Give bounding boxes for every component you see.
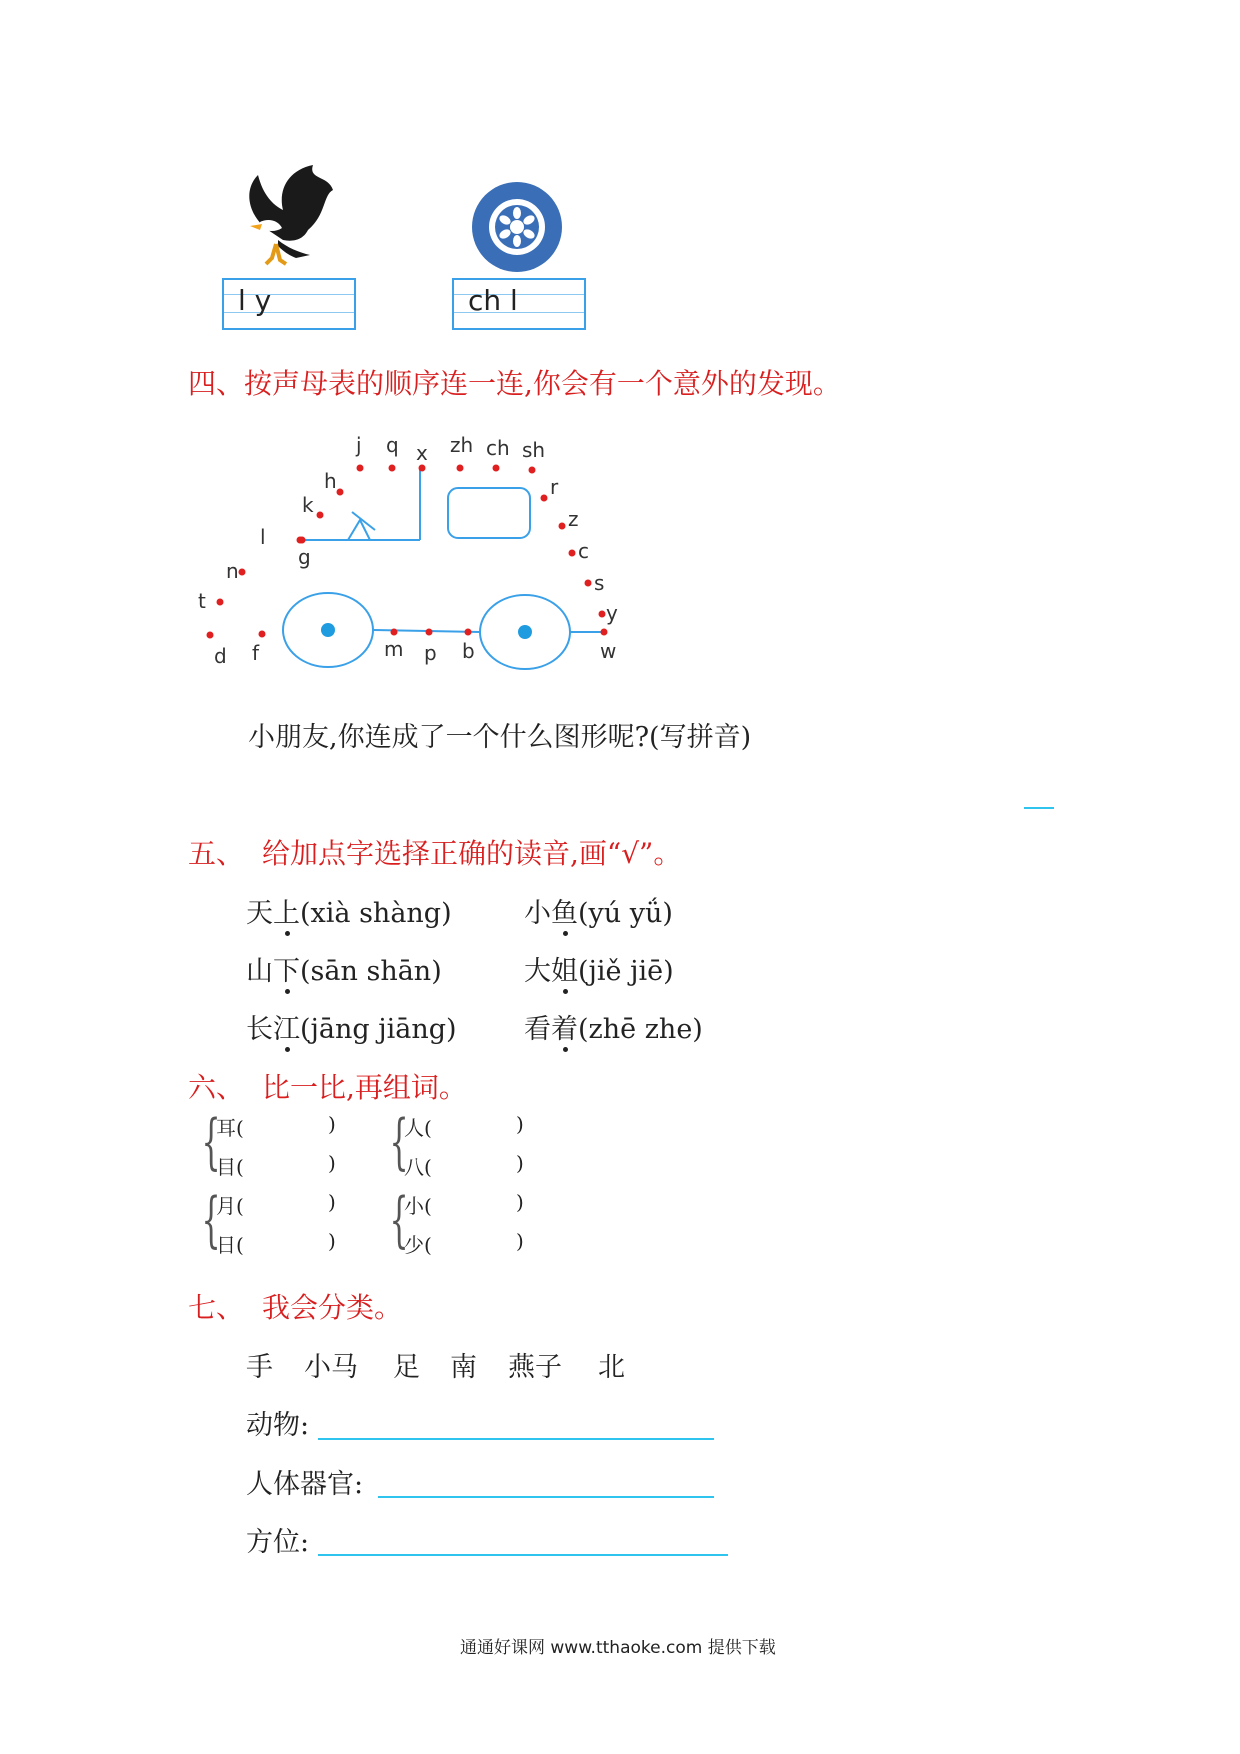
answer-line-direction[interactable]: [318, 1554, 728, 1556]
letter-sh: sh: [522, 438, 546, 462]
letter-q: q: [386, 433, 399, 457]
answer-line-animals[interactable]: [318, 1438, 714, 1440]
word-pair-close: ): [328, 1112, 336, 1136]
answer-line[interactable]: [1024, 807, 1054, 809]
section4-title: 四、按声母表的顺序连一连,你会有一个意外的发现。: [188, 367, 841, 400]
letter-y: y: [606, 601, 618, 625]
eagle-image: [238, 160, 338, 275]
letter-c: c: [578, 539, 589, 563]
word-pair-row: 八(: [404, 1155, 432, 1179]
footer-text: 通通好课网 www.tthaoke.com 提供下载: [460, 1638, 776, 1658]
reading-item: 山下(sān shān): [246, 949, 442, 988]
letter-ch: ch: [486, 436, 510, 460]
wheel-image: [470, 180, 565, 275]
brace: {: [389, 1107, 409, 1177]
section4-question: 小朋友,你连成了一个什么图形呢?(写拼音): [248, 722, 752, 753]
reading-item: 大姐(jiě jiē): [524, 949, 674, 988]
word-pair-row: 人(: [404, 1116, 432, 1140]
letter-k: k: [302, 493, 314, 517]
word-pair-close: ): [516, 1112, 524, 1136]
letter-f: f: [252, 641, 260, 665]
classify-word: 足: [393, 1352, 420, 1383]
letter-g: g: [298, 545, 311, 569]
letter-m: m: [384, 637, 404, 661]
letter-x: x: [416, 441, 428, 465]
answer-line-body[interactable]: [378, 1496, 714, 1498]
word-pair-close: ): [516, 1190, 524, 1214]
word-pair-row: 小(: [404, 1194, 432, 1218]
letter-r: r: [550, 475, 559, 499]
letter-j: j: [356, 433, 362, 457]
section7-number: 七、: [188, 1291, 245, 1324]
word-pair-close: ): [328, 1151, 336, 1175]
classify-word: 南: [450, 1352, 477, 1383]
wheel-icon: [470, 180, 565, 275]
word-pair-row: 日(: [216, 1233, 244, 1257]
word-pair-close: ): [328, 1229, 336, 1253]
letter-n: n: [226, 559, 239, 583]
pinyin-box-text: l y: [238, 284, 272, 317]
word-pair-close: ): [516, 1229, 524, 1253]
classify-word: 北: [598, 1352, 625, 1383]
category-label-animals: 动物:: [246, 1410, 310, 1441]
reading-item: 天上(xià shàng): [246, 891, 452, 930]
word-pair-close: ): [328, 1190, 336, 1214]
letter-b: b: [462, 639, 475, 663]
section5-number: 五、: [188, 837, 245, 870]
section6-number: 六、: [188, 1071, 245, 1104]
letter-s: s: [594, 571, 605, 595]
classify-word: 手: [246, 1352, 273, 1383]
letter-h: h: [324, 469, 337, 493]
letter-p: p: [424, 641, 437, 665]
car-outline: [190, 430, 650, 680]
word-pair-row: 少(: [404, 1233, 432, 1257]
letter-l: l: [260, 525, 266, 549]
eagle-icon: [238, 160, 338, 275]
pinyin-box-eagle[interactable]: [222, 278, 356, 330]
dot-to-dot-car: [190, 430, 650, 680]
brace: {: [201, 1185, 221, 1255]
category-label-direction: 方位:: [246, 1527, 310, 1558]
letter-d: d: [214, 644, 227, 668]
word-pair-row: 目(: [216, 1155, 244, 1179]
letter-w: w: [600, 639, 617, 663]
classify-word: 小马: [304, 1352, 358, 1383]
word-pair-row: 月(: [216, 1194, 244, 1218]
reading-item: 小鱼(yú yǘ): [524, 891, 673, 930]
letter-zh: zh: [450, 433, 474, 457]
brace: {: [201, 1107, 221, 1177]
word-pair-close: ): [516, 1151, 524, 1175]
pinyin-box-wheel[interactable]: [452, 278, 586, 330]
category-label-body: 人体器官:: [246, 1469, 364, 1500]
reading-item: 看着(zhē zhe): [524, 1007, 703, 1046]
classify-word: 燕子: [508, 1352, 562, 1383]
letter-z: z: [568, 507, 579, 531]
reading-item: 长江(jāng jiāng): [246, 1007, 457, 1046]
brace: {: [389, 1185, 409, 1255]
letter-t: t: [198, 589, 206, 613]
word-pair-row: 耳(: [216, 1116, 244, 1140]
pinyin-box-text: ch l: [468, 284, 518, 317]
section6-title: 比一比,再组词。: [262, 1071, 467, 1104]
section5-title: 给加点字选择正确的读音,画“√”。: [262, 837, 682, 870]
section7-title: 我会分类。: [262, 1291, 403, 1324]
